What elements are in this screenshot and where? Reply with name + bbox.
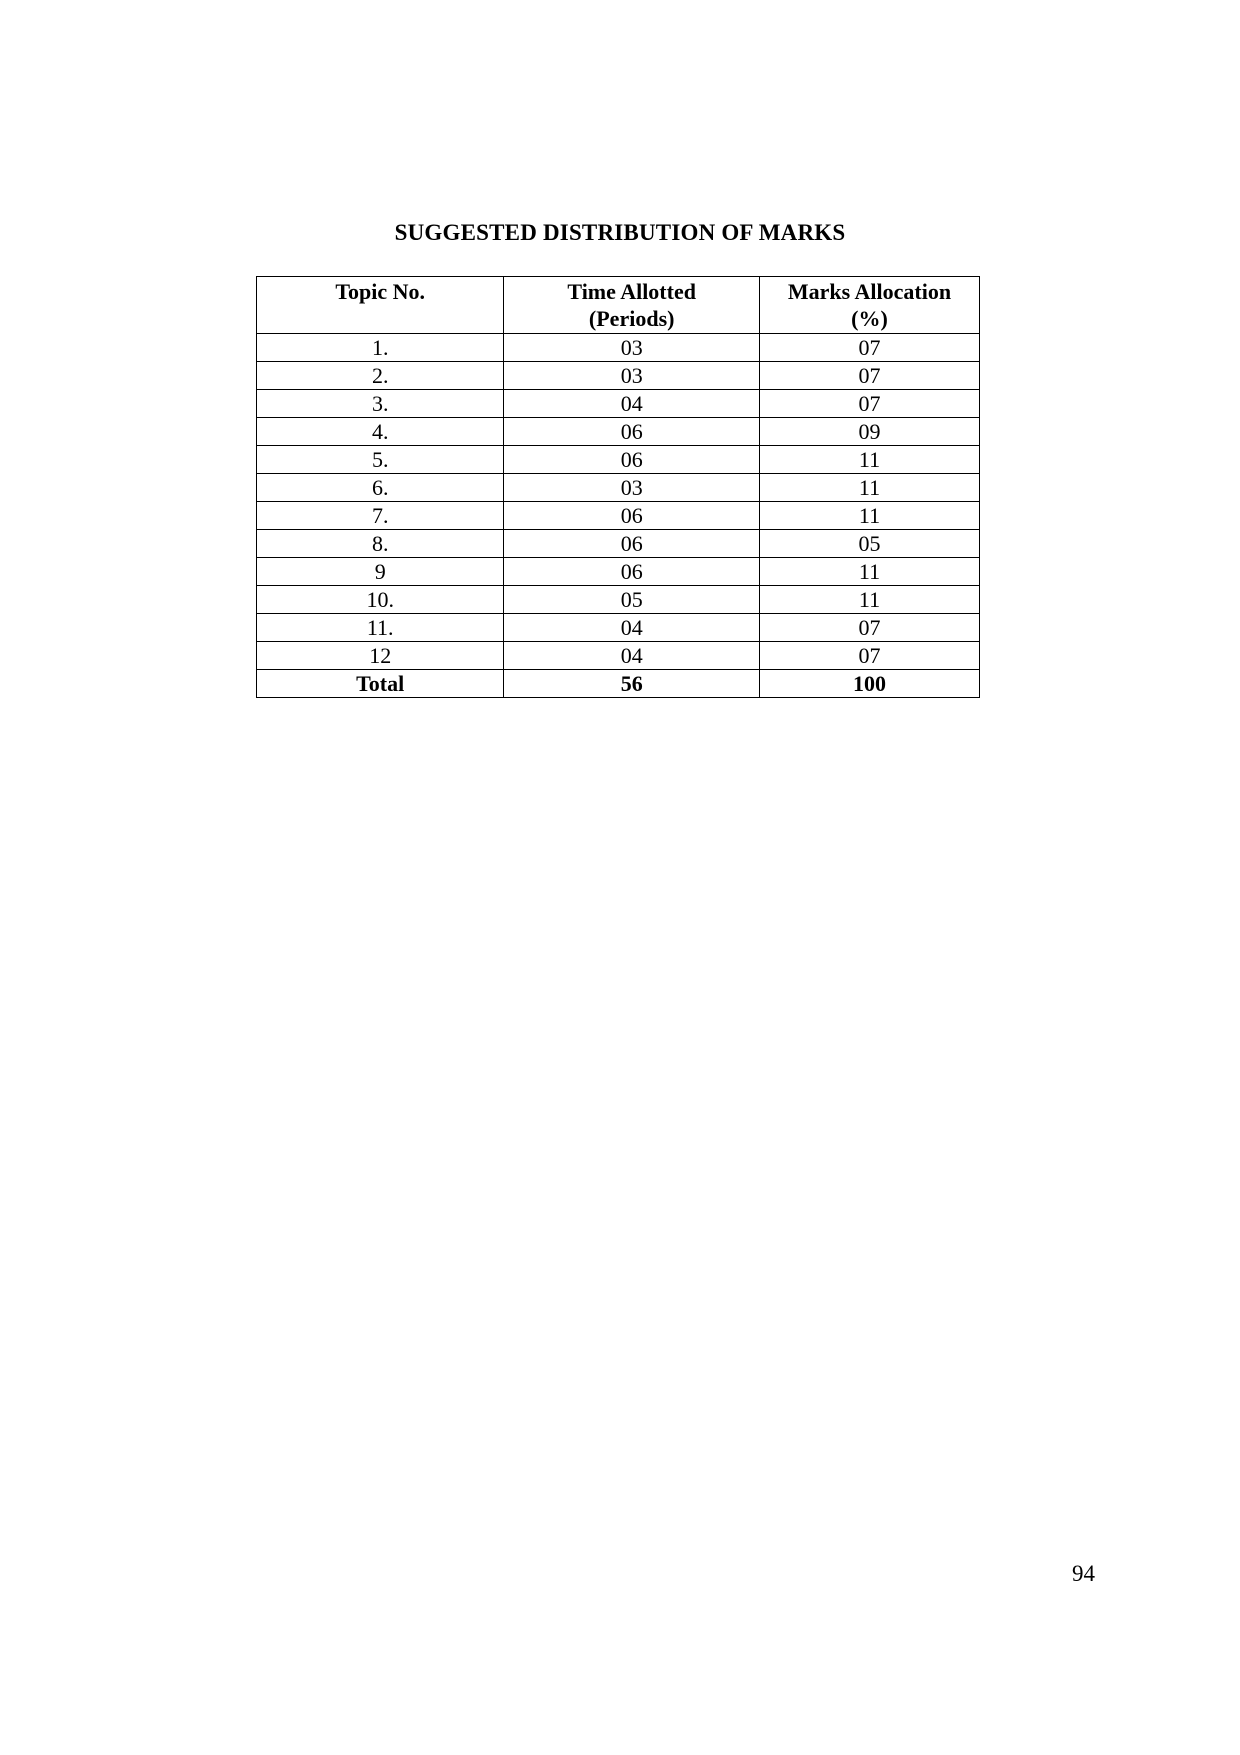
table-row — [257, 446, 980, 474]
table-body — [257, 334, 980, 698]
cell-topic-no: 5. — [257, 446, 504, 474]
header-marks-label: Marks Allocation — [787, 279, 952, 304]
header-topic-no — [257, 277, 504, 334]
cell-time-allotted: 04 — [504, 614, 760, 642]
header-time-unit: (Periods) — [588, 306, 675, 331]
cell-time-allotted: 06 — [504, 530, 760, 558]
table-row — [257, 530, 980, 558]
total-row — [257, 670, 980, 698]
cell-marks-allocation: 07 — [759, 642, 979, 670]
table-row — [257, 614, 980, 642]
table-row — [257, 334, 980, 362]
table-row — [257, 586, 980, 614]
cell-marks-allocation: 07 — [759, 390, 979, 418]
table-row — [257, 418, 980, 446]
marks-distribution-table — [256, 276, 980, 698]
cell-marks-allocation: 11 — [759, 474, 979, 502]
cell-time-allotted: 03 — [504, 334, 760, 362]
cell-topic-no: 3. — [257, 390, 504, 418]
cell-marks-allocation: 11 — [759, 502, 979, 530]
cell-marks-allocation: 11 — [759, 586, 979, 614]
cell-time-allotted: 04 — [504, 390, 760, 418]
header-time-allotted — [504, 277, 760, 334]
header-topic-label: Topic No. — [335, 279, 426, 304]
table-row — [257, 642, 980, 670]
cell-time-allotted: 05 — [504, 586, 760, 614]
cell-topic-no: 9 — [257, 558, 504, 586]
cell-topic-no: 7. — [257, 502, 504, 530]
cell-topic-no: 11. — [257, 614, 504, 642]
table-row — [257, 362, 980, 390]
cell-topic-no: 1. — [257, 334, 504, 362]
cell-time-allotted: 03 — [504, 362, 760, 390]
cell-topic-no: 8. — [257, 530, 504, 558]
table-row — [257, 502, 980, 530]
total-label: Total — [257, 670, 504, 698]
cell-marks-allocation: 05 — [759, 530, 979, 558]
cell-time-allotted: 04 — [504, 642, 760, 670]
cell-marks-allocation: 11 — [759, 558, 979, 586]
cell-time-allotted: 06 — [504, 558, 760, 586]
page-number: 94 — [1072, 1561, 1095, 1586]
table-row — [257, 474, 980, 502]
cell-topic-no: 4. — [257, 418, 504, 446]
header-marks-allocation — [759, 277, 979, 334]
cell-marks-allocation: 11 — [759, 446, 979, 474]
total-time: 56 — [504, 670, 760, 698]
cell-time-allotted: 03 — [504, 474, 760, 502]
cell-marks-allocation: 07 — [759, 334, 979, 362]
header-time-label: Time Allotted — [567, 279, 696, 304]
cell-topic-no: 10. — [257, 586, 504, 614]
header-marks-unit: (%) — [851, 306, 888, 331]
table-row — [257, 390, 980, 418]
cell-marks-allocation: 07 — [759, 614, 979, 642]
total-marks: 100 — [759, 670, 979, 698]
cell-topic-no: 2. — [257, 362, 504, 390]
cell-topic-no: 12 — [257, 642, 504, 670]
page-title: SUGGESTED DISTRIBUTION OF MARKS — [394, 220, 846, 245]
cell-marks-allocation: 09 — [759, 418, 979, 446]
cell-marks-allocation: 07 — [759, 362, 979, 390]
cell-time-allotted: 06 — [504, 502, 760, 530]
cell-topic-no: 6. — [257, 474, 504, 502]
table-header-row — [257, 277, 980, 334]
cell-time-allotted: 06 — [504, 418, 760, 446]
table-row — [257, 558, 980, 586]
table-header — [257, 277, 980, 334]
cell-time-allotted: 06 — [504, 446, 760, 474]
